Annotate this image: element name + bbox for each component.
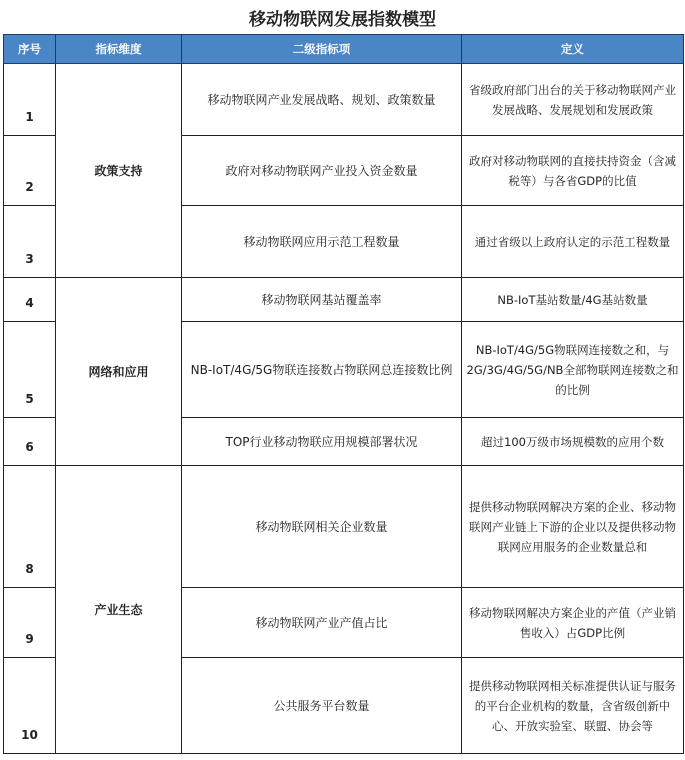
header-dimension: 指标维度 [56, 35, 182, 64]
indicator-cell: 移动物联网应用示范工程数量 [182, 206, 462, 278]
row-num: 2 [4, 136, 56, 206]
indicator-cell: 移动物联网相关企业数量 [182, 466, 462, 588]
row-num: 5 [4, 322, 56, 418]
header-num: 序号 [4, 35, 56, 64]
table-row [4, 64, 684, 136]
indicator-cell: 移动物联网产业发展战略、规划、政策数量 [182, 64, 462, 136]
header-definition: 定义 [462, 35, 684, 64]
indicator-cell: 公共服务平台数量 [182, 658, 462, 754]
dimension-cell: 网络和应用 [56, 278, 182, 466]
page-title: 移动物联网发展指数模型 [249, 9, 436, 30]
table-row [4, 278, 684, 322]
row-num: 8 [4, 466, 56, 588]
definition-cell: 移动物联网解决方案企业的产值（产业销售收入）占GDP比例 [462, 588, 684, 658]
definition-cell: 政府对移动物联网的直接扶持资金（含减税等）与各省GDP的比值 [462, 136, 684, 206]
dimension-cell: 政策支持 [56, 64, 182, 278]
index-model-table [3, 34, 684, 754]
table-row [4, 466, 684, 588]
definition-cell: 提供移动物联网解决方案的企业、移动物联网产业链上下游的企业以及提供移动物联网应用服务的企业数量总和 [462, 466, 684, 588]
row-num: 9 [4, 588, 56, 658]
row-num: 6 [4, 418, 56, 466]
definition-cell: 提供移动物联网相关标准提供认证与服务的平台企业机构的数量，含省级创新中心、开放实验室、联盟、协会等 [462, 658, 684, 754]
definition-cell: 省级政府部门出台的关于移动物联网产业发展战略、发展规划和发展政策 [462, 64, 684, 136]
definition-cell: 通过省级以上政府认定的示范工程数量 [462, 206, 684, 278]
indicator-cell: 移动物联网基站覆盖率 [182, 278, 462, 322]
indicator-cell: TOP行业移动物联应用规模部署状况 [182, 418, 462, 466]
header-indicator: 二级指标项 [182, 35, 462, 64]
definition-cell: NB-IoT/4G/5G物联网连接数之和，与2G/3G/4G/5G/NB全部物联网连接数之和的比例 [462, 322, 684, 418]
row-num: 3 [4, 206, 56, 278]
row-num: 10 [4, 658, 56, 754]
indicator-cell: 移动物联网产业产值占比 [182, 588, 462, 658]
table-header-row [4, 35, 684, 64]
indicator-cell: NB-IoT/4G/5G物联连接数占物联网总连接数比例 [182, 322, 462, 418]
row-num: 4 [4, 278, 56, 322]
definition-cell: 超过100万级市场规模数的应用个数 [462, 418, 684, 466]
definition-cell: NB-IoT基站数量/4G基站数量 [462, 278, 684, 322]
indicator-cell: 政府对移动物联网产业投入资金数量 [182, 136, 462, 206]
row-num: 1 [4, 64, 56, 136]
dimension-cell: 产业生态 [56, 466, 182, 754]
